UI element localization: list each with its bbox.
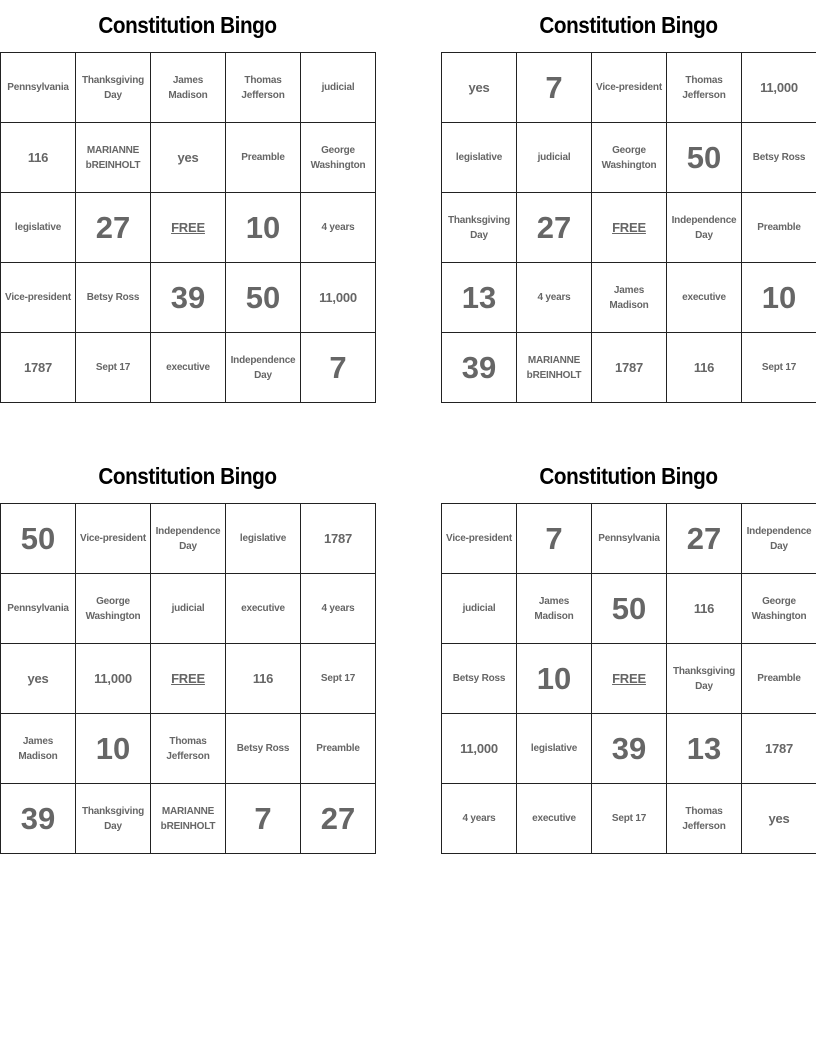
bingo-cell: 116	[667, 333, 742, 403]
bingo-cell: 39	[151, 263, 226, 333]
bingo-grid	[441, 503, 816, 854]
bingo-cell: Betsy Ross	[226, 714, 301, 784]
bingo-cell: MARIANNE bREINHOLT	[151, 784, 226, 854]
bingo-cell: yes	[1, 644, 76, 714]
bingo-cell: executive	[151, 333, 226, 403]
bingo-cell: legislative	[1, 193, 76, 263]
bingo-cell: Thomas Jefferson	[667, 53, 742, 123]
bingo-cell: 13	[667, 714, 742, 784]
bingo-cell: judicial	[517, 123, 592, 193]
bingo-row	[442, 714, 816, 784]
bingo-cell: James Madison	[1, 714, 76, 784]
bingo-cell: 50	[667, 123, 742, 193]
bingo-cell: 7	[226, 784, 301, 854]
bingo-cell: 50	[592, 574, 667, 644]
bingo-cell: 11,000	[301, 263, 376, 333]
bingo-cell: 4 years	[517, 263, 592, 333]
bingo-cell: judicial	[301, 53, 376, 123]
free-space: FREE	[151, 193, 226, 263]
bingo-cell: 4 years	[442, 784, 517, 854]
bingo-grid	[0, 52, 376, 403]
bingo-cell: 39	[1, 784, 76, 854]
bingo-row	[1, 784, 376, 854]
bingo-row	[1, 263, 376, 333]
bingo-cell: 7	[301, 333, 376, 403]
bingo-cell: Vice-president	[442, 504, 517, 574]
bingo-cell: legislative	[226, 504, 301, 574]
bingo-cell: 7	[517, 53, 592, 123]
bingo-cell: Sept 17	[592, 784, 667, 854]
bingo-row	[1, 644, 376, 714]
bingo-cell: Sept 17	[742, 333, 816, 403]
bingo-cell: judicial	[151, 574, 226, 644]
bingo-cell: Betsy Ross	[76, 263, 151, 333]
card-title: Constitution Bingo	[98, 12, 277, 38]
bingo-row	[442, 784, 816, 854]
bingo-cell: yes	[742, 784, 816, 854]
bingo-cell: James Madison	[517, 574, 592, 644]
bingo-row	[1, 504, 376, 574]
bingo-cell: 11,000	[742, 53, 816, 123]
bingo-cell: 116	[226, 644, 301, 714]
bingo-row	[1, 53, 376, 123]
bingo-cell: Thomas Jefferson	[226, 53, 301, 123]
bingo-row	[442, 53, 816, 123]
bingo-grid	[0, 503, 376, 854]
bingo-cell: Vice-president	[592, 53, 667, 123]
bingo-grid	[441, 52, 816, 403]
free-space: FREE	[151, 644, 226, 714]
bingo-cell: Sept 17	[301, 644, 376, 714]
bingo-cell: 11,000	[442, 714, 517, 784]
bingo-cell: Betsy Ross	[442, 644, 517, 714]
bingo-row	[1, 333, 376, 403]
bingo-cell: 4 years	[301, 193, 376, 263]
bingo-cell: Thomas Jefferson	[667, 784, 742, 854]
bingo-cell: yes	[151, 123, 226, 193]
bingo-row	[442, 123, 816, 193]
bingo-cell: 1787	[1, 333, 76, 403]
bingo-cell: yes	[442, 53, 517, 123]
bingo-cell: James Madison	[151, 53, 226, 123]
bingo-cell: Independence Day	[151, 504, 226, 574]
bingo-row	[1, 193, 376, 263]
bingo-cell: Thanksgiving Day	[76, 784, 151, 854]
bingo-row	[1, 123, 376, 193]
bingo-cell: Preamble	[301, 714, 376, 784]
bingo-cell: legislative	[517, 714, 592, 784]
bingo-cell: 27	[301, 784, 376, 854]
bingo-row	[442, 504, 816, 574]
free-space: FREE	[592, 193, 667, 263]
bingo-cell: Independence Day	[667, 193, 742, 263]
card-title: Constitution Bingo	[98, 463, 277, 489]
bingo-cell: Preamble	[226, 123, 301, 193]
bingo-cell: executive	[226, 574, 301, 644]
card-title: Constitution Bingo	[539, 463, 718, 489]
bingo-row	[1, 574, 376, 644]
bingo-cell: legislative	[442, 123, 517, 193]
bingo-cell: 39	[592, 714, 667, 784]
bingo-cell: MARIANNE bREINHOLT	[517, 333, 592, 403]
bingo-cell: 11,000	[76, 644, 151, 714]
bingo-cell: 27	[517, 193, 592, 263]
bingo-cell: Pennsylvania	[592, 504, 667, 574]
bingo-cell: judicial	[442, 574, 517, 644]
bingo-cell: 13	[442, 263, 517, 333]
bingo-row	[442, 333, 816, 403]
bingo-row	[442, 193, 816, 263]
bingo-cell: Pennsylvania	[1, 574, 76, 644]
bingo-cell: 10	[76, 714, 151, 784]
bingo-cell: Independence Day	[226, 333, 301, 403]
bingo-cell: 1787	[301, 504, 376, 574]
bingo-cell: 39	[442, 333, 517, 403]
free-space: FREE	[592, 644, 667, 714]
bingo-cell: 1787	[742, 714, 816, 784]
bingo-cell: Thanksgiving Day	[442, 193, 517, 263]
bingo-cell: Independence Day	[742, 504, 816, 574]
bingo-cell: executive	[517, 784, 592, 854]
bingo-cell: George Washington	[592, 123, 667, 193]
bingo-cell: George Washington	[76, 574, 151, 644]
bingo-cell: Vice-president	[1, 263, 76, 333]
bingo-row	[442, 574, 816, 644]
bingo-cell: 27	[76, 193, 151, 263]
bingo-cell: executive	[667, 263, 742, 333]
bingo-cell: 116	[1, 123, 76, 193]
bingo-cell: Thanksgiving Day	[76, 53, 151, 123]
bingo-cell: 10	[517, 644, 592, 714]
bingo-row	[1, 714, 376, 784]
bingo-cell: Sept 17	[76, 333, 151, 403]
bingo-cell: James Madison	[592, 263, 667, 333]
card-title: Constitution Bingo	[539, 12, 718, 38]
bingo-cell: Betsy Ross	[742, 123, 816, 193]
bingo-cell: Preamble	[742, 193, 816, 263]
bingo-cell: 50	[226, 263, 301, 333]
bingo-cell: 1787	[592, 333, 667, 403]
bingo-cell: MARIANNE bREINHOLT	[76, 123, 151, 193]
bingo-cell: Thomas Jefferson	[151, 714, 226, 784]
bingo-cell: Pennsylvania	[1, 53, 76, 123]
bingo-cell: 10	[742, 263, 816, 333]
bingo-cell: 116	[667, 574, 742, 644]
bingo-cell: Vice-president	[76, 504, 151, 574]
bingo-row	[442, 644, 816, 714]
bingo-cell: Thanksgiving Day	[667, 644, 742, 714]
bingo-cell: 4 years	[301, 574, 376, 644]
bingo-cell: 50	[1, 504, 76, 574]
bingo-cell: 10	[226, 193, 301, 263]
bingo-cell: 7	[517, 504, 592, 574]
bingo-row	[442, 263, 816, 333]
bingo-cell: George Washington	[742, 574, 816, 644]
bingo-cell: 27	[667, 504, 742, 574]
bingo-cell: Preamble	[742, 644, 816, 714]
bingo-cell: George Washington	[301, 123, 376, 193]
